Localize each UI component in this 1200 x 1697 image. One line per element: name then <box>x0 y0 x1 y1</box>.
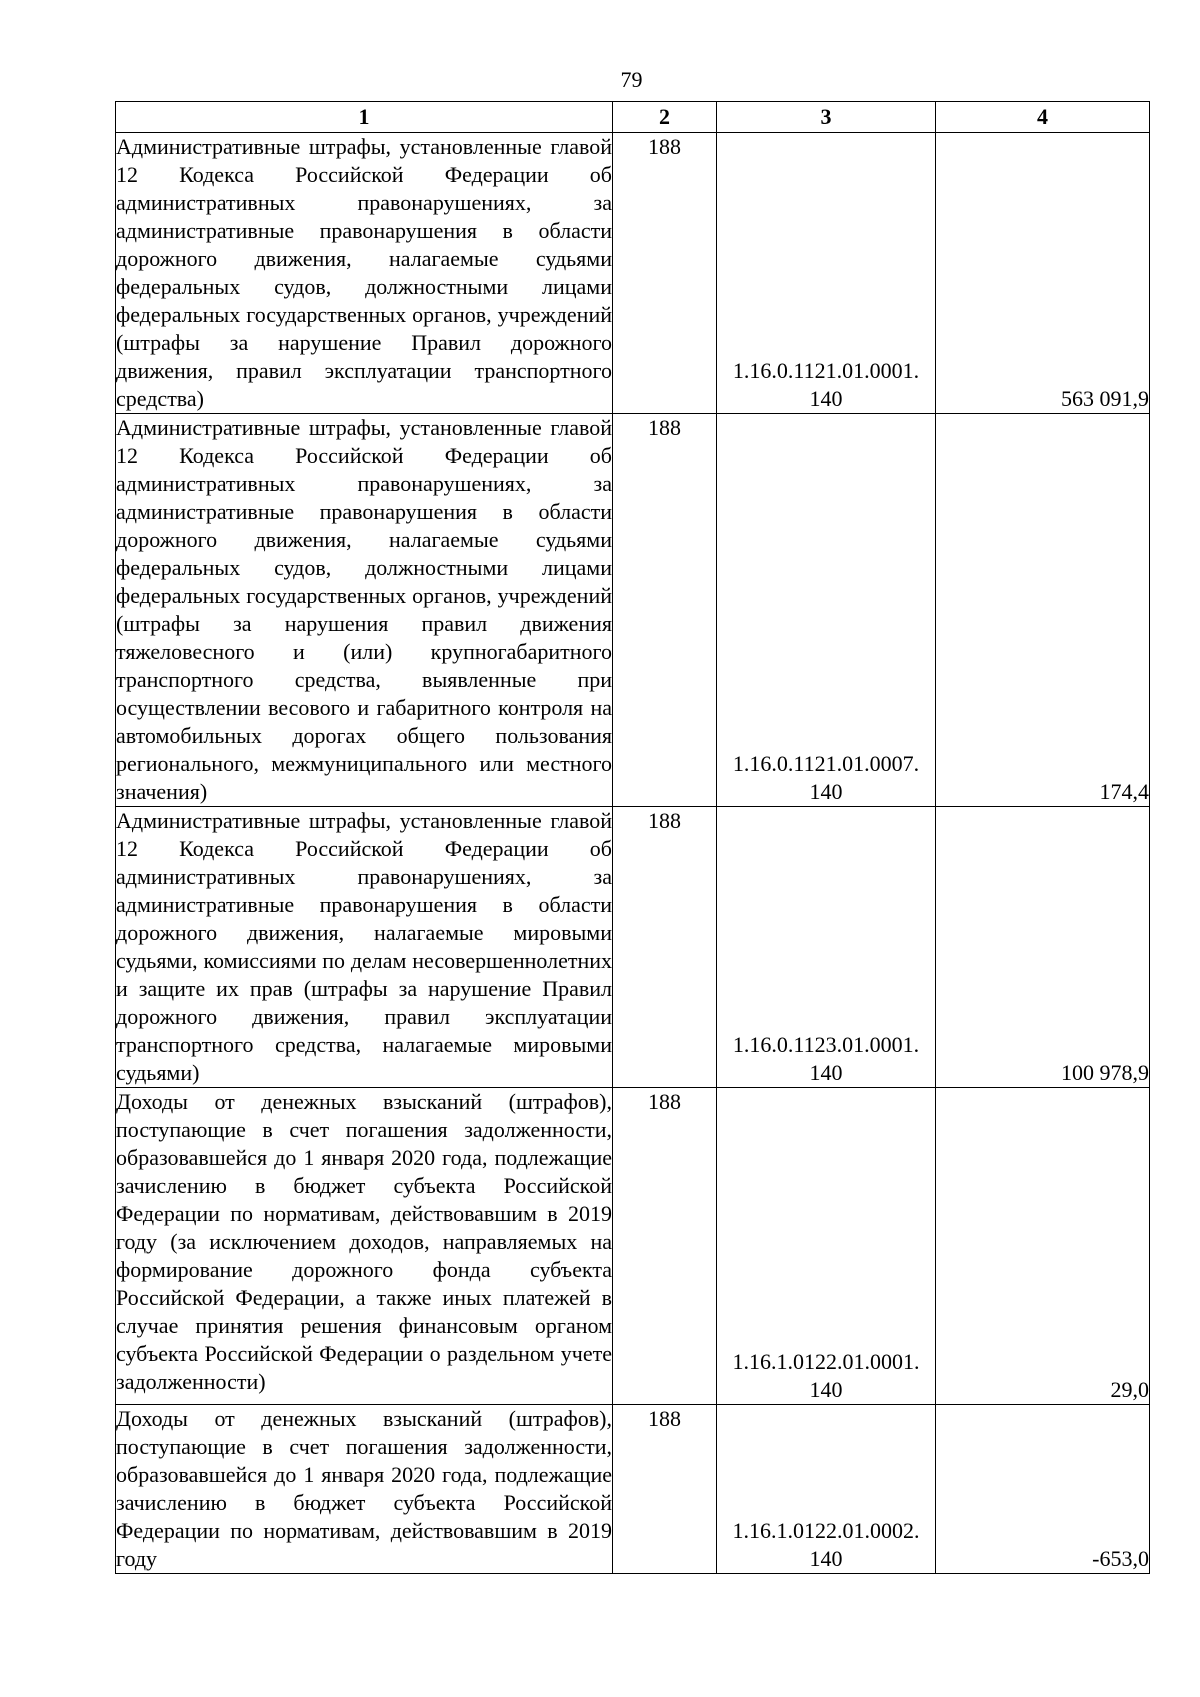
table-row <box>116 133 1150 414</box>
column-header-1: 1 <box>116 102 613 133</box>
classification-code <box>717 1088 936 1405</box>
header-row <box>116 102 1150 133</box>
table-row <box>116 1088 1150 1405</box>
classification-code <box>717 414 936 807</box>
classification-code-text: 1.16.1.0122.01.0002. 140 <box>732 1518 920 1571</box>
revenue-name: Доходы от денежных взысканий (штрафов), поступающие в счет погашения задолженности, образовавшейся до 1 января 2020 года, подлежащие зачислению в бюджет субъекта Российской Федерации по нормативам, действовавшим в 2019 году (за исключением доходов, направляемых на формирование дорожного фонда субъекта Российской Федерации, а также иных платежей в случае принятия решения финансовым органом субъекта Российской Федерации о раздельном учете задолженности) <box>116 1088 613 1405</box>
amount: 563 091,9 <box>936 133 1150 414</box>
budget-table <box>115 101 1150 1574</box>
amount: 100 978,9 <box>936 807 1150 1088</box>
column-header-3: 3 <box>717 102 936 133</box>
classification-code <box>717 133 936 414</box>
amount: 29,0 <box>936 1088 1150 1405</box>
classification-code-text: 1.16.1.0122.01.0001. 140 <box>732 1349 920 1402</box>
admin-code: 188 <box>613 133 717 414</box>
admin-code: 188 <box>613 1405 717 1574</box>
classification-code <box>717 807 936 1088</box>
admin-code: 188 <box>613 807 717 1088</box>
table-row <box>116 1405 1150 1574</box>
revenue-name: Административные штрафы, установленные главой 12 Кодекса Российской Федерации об административных правонарушениях, за административные правонарушения в области дорожного движения, налагаемые судьями федеральных судов, должностными лицами федеральных государственных органов, учреждений (штрафы за нарушения правил движения тяжеловесного и (или) крупногабаритного транспортного средства, выявленные при осуществлении весового и габаритного контроля на автомобильных дорогах общего пользования регионального, межмуниципального или местного значения) <box>116 414 613 807</box>
table-row <box>116 414 1150 807</box>
classification-code-text: 1.16.0.1121.01.0001. 140 <box>732 358 920 411</box>
revenue-name: Административные штрафы, установленные главой 12 Кодекса Российской Федерации об административных правонарушениях, за административные правонарушения в области дорожного движения, налагаемые судьями федеральных судов, должностными лицами федеральных государственных органов, учреждений (штрафы за нарушение Правил дорожного движения, правил эксплуатации транспортного средства) <box>116 133 613 414</box>
admin-code: 188 <box>613 1088 717 1405</box>
classification-code-text: 1.16.0.1123.01.0001. 140 <box>732 1032 920 1085</box>
amount: 174,4 <box>936 414 1150 807</box>
table-row <box>116 807 1150 1088</box>
classification-code-text: 1.16.0.1121.01.0007. 140 <box>732 751 920 804</box>
revenue-name: Доходы от денежных взысканий (штрафов), поступающие в счет погашения задолженности, образовавшейся до 1 января 2020 года, подлежащие зачислению в бюджет субъекта Российской Федерации по нормативам, действовавшим в 2019 году <box>116 1405 613 1574</box>
amount: -653,0 <box>936 1405 1150 1574</box>
classification-code <box>717 1405 936 1574</box>
revenue-name: Административные штрафы, установленные главой 12 Кодекса Российской Федерации об административных правонарушениях, за административные правонарушения в области дорожного движения, налагаемые мировыми судьями, комиссиями по делам несовершеннолетних и защите их прав (штрафы за нарушение Правил дорожного движения, правил эксплуатации транспортного средства, налагаемые мировыми судьями) <box>116 807 613 1088</box>
column-header-2: 2 <box>613 102 717 133</box>
column-header-4: 4 <box>936 102 1150 133</box>
page-number: 79 <box>620 67 643 92</box>
admin-code: 188 <box>613 414 717 807</box>
